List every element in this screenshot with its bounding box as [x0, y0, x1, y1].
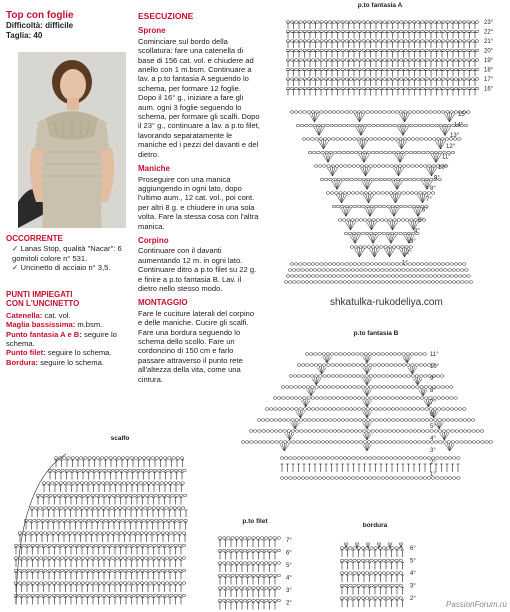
fan-motif	[332, 180, 343, 190]
chain-row	[218, 549, 280, 552]
fan-motif	[362, 355, 371, 363]
fan-motif	[386, 234, 397, 244]
row-number: 5°	[286, 563, 292, 569]
materials-title: OCCORRENTE	[6, 234, 63, 243]
row-number: 6°	[430, 412, 436, 418]
chain-row	[14, 557, 186, 560]
fan-motif	[418, 388, 427, 396]
chain-row	[280, 457, 460, 460]
row-number: 8°	[430, 186, 436, 193]
stitch-row	[341, 600, 405, 607]
section-text-corpino: Continuare con il davanti aumentando 12 m. in ogni lato. Continuare ditro a p.to filet su 22 g. e finire a p.to fantasia B. Lav. il dietro nello stesso modo.	[138, 246, 257, 293]
row-number: 7°	[430, 400, 436, 406]
fan-motif	[445, 443, 454, 451]
fan-motif	[435, 139, 446, 149]
chain-row	[338, 219, 426, 222]
fan-motif	[362, 180, 373, 190]
chain-row	[320, 175, 441, 182]
watermark-text: shkatulka-rukodeliya.com	[330, 297, 443, 308]
fan-motif	[323, 153, 334, 163]
stitch-row	[49, 473, 184, 480]
fan-motif	[362, 366, 371, 374]
difficulty-label: Difficoltà:	[6, 21, 43, 30]
chain-row	[326, 192, 435, 195]
stitch-row	[341, 575, 405, 582]
chain-row	[14, 594, 186, 597]
row-number: 10°	[438, 165, 448, 171]
stitch-row	[15, 560, 183, 567]
fan-motif	[387, 220, 398, 230]
chart-title-fantasia-b: p.to fantasia B	[353, 330, 399, 337]
row-number: 5°	[430, 424, 436, 430]
chain-row	[297, 364, 435, 367]
chain-row	[344, 232, 419, 235]
chain-row	[24, 519, 187, 522]
fan-motif	[444, 112, 455, 122]
fan-motif	[290, 421, 299, 429]
chain-row	[340, 572, 402, 575]
row-number: 12°	[446, 143, 456, 150]
section-text-maniche: Proseguire con una manica aggiungendo in ogni lato, dopo l'ultimo aum., 12 cat. vol., poi cont. per altri 8 g. e chiudere in una sola volta. Fare la stessa cosa con l'altra manica.	[138, 174, 259, 231]
stitch-row	[19, 535, 187, 542]
section-text-sprone: Cominciare sul bordo della scollatura: fare una catenella di base di 156 cat. vol. e chiudere ad anello con 1 m.bsm. Continuare a lav. a p.to fantasia A seguendo lo schema, per formare 12 foglie. Dopo il 16° g., iniziare a fare gli aum. ogni 3 foglie seguendo lo schema, per formare gli scalfi. Dopo il 23° g., continuare a lav. a p.to filet, lavorando separatamente le maniche ed i pezzi del davanti e del dietro.	[138, 36, 260, 159]
row-number: 7°	[426, 196, 432, 203]
chain-row	[218, 599, 280, 602]
fan-motif	[363, 193, 374, 203]
stitch-row	[219, 540, 277, 547]
fan-motif	[408, 366, 417, 374]
stitch-row	[219, 553, 277, 560]
chain-row	[288, 269, 468, 272]
row-number: 18°	[484, 67, 494, 74]
fan-motif	[317, 366, 326, 374]
materials-item: ✓ Uncinetto di acciaio n° 3,5.	[12, 263, 111, 273]
row-number: 2°	[410, 596, 416, 602]
chain-row	[340, 559, 402, 562]
row-number: 4°	[430, 436, 436, 442]
chart-filet	[216, 530, 306, 612]
row-number: 4°	[286, 575, 292, 582]
row-number: 19°	[484, 58, 494, 64]
chain-row	[218, 562, 280, 565]
row-number: 1°	[430, 472, 436, 478]
fan-motif	[366, 542, 370, 548]
row-number: 23°	[484, 20, 494, 26]
stitch-row	[287, 71, 477, 77]
stitch-row	[15, 585, 183, 592]
stitch-row	[341, 550, 405, 557]
pattern-title: Top con foglie	[6, 10, 74, 21]
row-number: 2°	[406, 249, 412, 256]
fan-motif	[301, 399, 310, 407]
fan-motif	[362, 377, 371, 385]
row-number: 13°	[450, 133, 460, 140]
fan-motif	[322, 355, 331, 363]
stitch-row	[55, 460, 185, 467]
chain-row	[308, 151, 454, 154]
stitch-item: Bordura: seguire lo schema.	[6, 357, 104, 367]
fan-motif	[362, 399, 371, 407]
fan-motif	[362, 432, 371, 440]
chain-row	[218, 537, 280, 540]
chain-row	[296, 124, 468, 127]
stitch-item: Punto fantasia A e B: seguire lo schema.	[6, 329, 117, 349]
chain-row	[14, 582, 186, 585]
stitch-row	[43, 485, 184, 492]
stitches-title-2: CON L'UNCINETTO	[6, 299, 80, 309]
chain-row	[54, 457, 184, 460]
execution-title: ESECUZIONE	[138, 11, 194, 21]
stitch-row	[287, 23, 477, 29]
pattern-header	[6, 10, 131, 41]
fan-motif	[366, 220, 377, 230]
section-title-montaggio: MONTAGGIO	[138, 298, 188, 308]
fan-motif	[365, 207, 376, 217]
section-title-maniche: Maniche	[138, 164, 171, 174]
row-number: 9°	[434, 175, 440, 182]
chart-fantasia-b	[262, 340, 510, 500]
row-number: 7°	[286, 538, 292, 544]
stitch-row	[341, 588, 405, 595]
row-number: 3°	[286, 588, 292, 594]
row-number: 11°	[430, 352, 439, 358]
row-number: 17°	[484, 77, 494, 83]
stitch-row	[287, 52, 477, 58]
row-number: 2°	[286, 600, 292, 607]
row-number: 3°	[430, 448, 436, 454]
fan-motif	[389, 207, 400, 217]
chart-title-scalfo: scalfo	[110, 435, 130, 442]
stitch-row	[287, 80, 477, 86]
fan-motif	[393, 166, 404, 176]
chain-row	[290, 263, 466, 266]
chain-row	[286, 275, 470, 278]
row-number: 11°	[442, 154, 451, 161]
fan-motif	[345, 220, 356, 230]
difficulty-value: difficile	[45, 21, 74, 30]
materials-section	[6, 234, 131, 273]
row-number: 20°	[484, 48, 494, 55]
model-illustration	[18, 52, 126, 228]
chain-row	[218, 574, 280, 577]
chain-row	[218, 587, 280, 590]
corner-watermark: PassionForum.ru	[446, 600, 507, 609]
stitch-row	[287, 90, 477, 96]
chain-row	[281, 386, 453, 389]
chain-row	[314, 165, 448, 168]
row-number: 6°	[422, 207, 428, 214]
stitch-row	[31, 510, 188, 517]
stitch-row	[287, 33, 477, 39]
chain-row	[257, 419, 475, 422]
row-number: 3°	[410, 583, 416, 590]
chain-row	[305, 353, 426, 356]
chain-row	[340, 597, 402, 600]
fan-motif	[413, 377, 422, 385]
row-number: 4°	[414, 228, 420, 235]
chart-fantasia-a	[262, 12, 510, 287]
chain-row	[48, 469, 186, 472]
stitch-row	[219, 578, 277, 585]
materials-item: ✓ Lanas Stop, qualità "Nacar": 6 gomitoli colore n° 531.	[12, 244, 122, 263]
chain-row	[18, 532, 185, 535]
fan-motif	[395, 153, 406, 163]
stitches-title-1: PUNTI IMPIEGATI	[6, 290, 73, 299]
fan-motif	[285, 432, 294, 440]
fan-motif	[440, 432, 449, 440]
size-line	[6, 31, 131, 41]
size-value: 40	[33, 31, 43, 40]
stitch-row	[287, 61, 477, 67]
row-number: 21°	[484, 39, 494, 45]
execution-section	[138, 12, 260, 387]
row-number: 5°	[410, 558, 416, 565]
chain-row	[289, 375, 444, 378]
chain-row	[14, 544, 186, 547]
fan-motif	[426, 166, 437, 176]
stitch-row	[37, 498, 183, 505]
row-number: 14°	[454, 122, 464, 129]
row-number: 3°	[410, 239, 416, 246]
fan-motif	[306, 388, 315, 396]
row-number: 4°	[410, 571, 416, 577]
stitch-row	[15, 573, 183, 580]
fan-motif	[280, 443, 289, 451]
stitch-row	[219, 590, 277, 597]
chain-row	[42, 482, 184, 485]
fan-motif	[377, 542, 381, 548]
chart-bordura	[334, 534, 434, 612]
chart-title-bordura: bordura	[362, 522, 388, 529]
chain-row	[36, 494, 187, 497]
fan-motif	[434, 421, 443, 429]
chain-row	[249, 430, 484, 433]
fan-motif	[362, 388, 371, 396]
section-title-corpino: Corpino	[138, 235, 169, 245]
chain-row	[30, 507, 185, 510]
chain-row	[332, 205, 428, 208]
row-number: 9°	[430, 376, 436, 382]
fan-motif	[362, 443, 371, 451]
chain-row	[14, 569, 186, 572]
row-number: 5°	[418, 218, 424, 224]
stitch-row	[25, 523, 188, 530]
row-number: 6°	[410, 546, 416, 552]
fan-motif	[318, 139, 329, 149]
difficulty-line	[6, 21, 131, 31]
model-photo	[18, 52, 126, 228]
fan-motif	[362, 410, 371, 418]
fan-motif	[402, 355, 411, 363]
chain-row	[241, 441, 492, 444]
stitch-row	[15, 598, 183, 605]
row-number: 6°	[286, 550, 292, 557]
fan-motif	[362, 421, 371, 429]
fan-motif	[368, 234, 379, 244]
row-number: 10°	[430, 364, 440, 370]
chain-row	[273, 397, 457, 400]
fan-motif	[296, 410, 305, 418]
fan-motif	[309, 112, 320, 122]
stitch-row	[341, 563, 405, 570]
row-number: 22°	[484, 29, 494, 36]
stitch-item: Maglia bassissima: m.bsm.	[6, 320, 103, 330]
row-number: 8°	[430, 388, 436, 394]
stitch-row	[287, 42, 477, 48]
row-number: 15°	[458, 112, 468, 118]
stitches-section	[6, 290, 131, 367]
chain-row	[284, 281, 472, 284]
row-number: 1°	[402, 260, 408, 267]
chart-title-fantasia-a: p.to fantasia A	[357, 2, 403, 9]
section-text-montaggio: Fare le cuciture laterali del corpino e delle maniche. Cucire gli scalfi. Fare una bordura seguendo lo schema dello scollo. Fare un cordoncino di 150 cm e farlo passare attraverso il punto rete all'altezza della vita, come una cintura.	[138, 308, 255, 384]
chain-row	[340, 547, 402, 550]
chain-row	[340, 584, 402, 587]
fan-motif	[369, 247, 380, 257]
row-number: 2°	[430, 460, 436, 466]
stitch-item: Punto filet: seguire lo schema.	[6, 348, 112, 358]
section-title-sprone: Sprone	[138, 26, 166, 36]
row-number: 16°	[484, 86, 494, 93]
chart-title-filet: p.to filet	[242, 518, 268, 525]
stitch-row	[15, 548, 183, 555]
chart-scalfo	[6, 444, 206, 612]
stitch-row	[219, 565, 277, 572]
fan-motif	[312, 377, 321, 385]
chain-row	[265, 408, 466, 411]
size-label: Taglia:	[6, 31, 32, 40]
stitch-item: Catenella: cat. vol.	[6, 310, 71, 320]
stitch-row	[219, 603, 277, 610]
